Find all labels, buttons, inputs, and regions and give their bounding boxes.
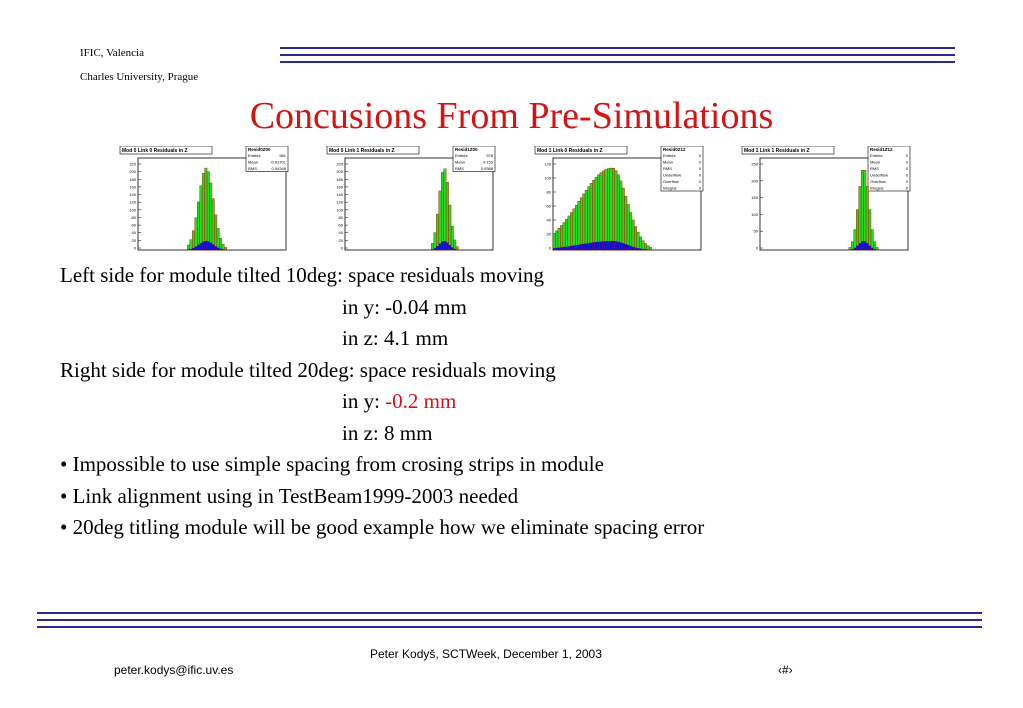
histogram-bar	[568, 216, 570, 250]
stats-value: 0	[698, 172, 701, 178]
stats-value: 4.153	[482, 159, 493, 165]
stats-label: Underflow	[663, 172, 682, 178]
top-rule-2	[280, 54, 955, 56]
histogram-bar	[610, 168, 612, 250]
histogram-bar-secondary	[639, 249, 641, 250]
stats-value: 0	[905, 179, 908, 184]
stats-title: Resid0Z12	[663, 147, 686, 152]
histogram-bar	[192, 231, 194, 250]
slide-title: Concusions From Pre-Simulations	[249, 95, 774, 137]
body-line-right-side: Right side for module tilted 20deg: space residuals moving	[60, 357, 556, 382]
body-line-left-side: Left side for module tilted 10deg: space residuals moving	[60, 263, 545, 287]
histogram-bar	[560, 225, 562, 250]
histogram-bar	[620, 181, 622, 250]
histogram-bar	[578, 201, 580, 250]
histogram-bar	[446, 182, 448, 250]
plot-title: Mod 0 Link 0 Residuals in Z	[122, 148, 188, 154]
stats-label: RMS	[455, 166, 464, 171]
stats-label: Overflow	[870, 179, 886, 184]
histogram-bar-secondary	[622, 243, 624, 250]
histogram-bar-secondary	[869, 246, 871, 250]
y-tick-label: 40	[338, 230, 343, 236]
histogram-bar	[565, 219, 567, 250]
histogram-bar	[202, 173, 204, 250]
histogram-bar	[214, 215, 216, 250]
stats-value: -0.02201	[270, 159, 286, 165]
body-line-left-z: in z: 4.1 mm	[342, 326, 449, 350]
histogram-bar-secondary	[214, 246, 216, 250]
footer-page-number: ‹#›	[778, 663, 793, 677]
histogram-bar-secondary	[871, 248, 873, 250]
histogram-bar-secondary	[553, 248, 555, 250]
histogram-bar-secondary	[605, 241, 607, 250]
histogram-bar	[605, 169, 607, 250]
y-tick-label: 120	[129, 199, 136, 205]
histogram-bar	[449, 205, 451, 250]
stats-value: 0	[698, 159, 701, 165]
histogram-bar	[647, 246, 649, 250]
histogram-bar	[642, 241, 644, 250]
histogram-bar	[627, 204, 629, 250]
histogram-bar	[849, 247, 851, 250]
histogram-bar	[205, 168, 207, 250]
histogram-plot-2	[325, 146, 497, 256]
histogram-bar-secondary	[431, 249, 433, 250]
histogram-bar	[595, 177, 597, 250]
stats-value: 0	[905, 153, 908, 158]
footer-author: Peter Kodyš, SCTWeek, December 1, 2003	[370, 647, 602, 661]
y-tick-label: 160	[129, 184, 136, 190]
histogram-bar	[210, 183, 212, 250]
histogram-bar	[625, 196, 627, 250]
stats-value: 0.04348	[271, 166, 286, 171]
stats-label: Overflow	[663, 179, 679, 184]
histogram-bar-secondary	[555, 248, 557, 250]
histogram-bar-secondary	[202, 242, 204, 250]
histogram-bar	[639, 237, 641, 250]
plot-title: Mod 0 Link 1 Residuals in Z	[329, 148, 395, 154]
y-tick-label: 0	[755, 245, 758, 251]
y-tick-label: 120	[336, 199, 343, 205]
histogram-bar	[871, 230, 873, 250]
histogram-bar	[851, 242, 853, 250]
histogram-bar	[217, 228, 219, 250]
histogram-bar	[431, 243, 433, 250]
histogram-bar	[195, 218, 197, 250]
stats-label: Entries	[455, 153, 468, 158]
histogram-bar	[597, 175, 599, 250]
histogram-bar-secondary	[190, 249, 192, 250]
stats-label: RMS	[663, 166, 672, 171]
histogram-bar	[207, 172, 209, 250]
histogram-bar	[588, 187, 590, 250]
histogram-bar-secondary	[590, 243, 592, 250]
stats-title: Resid0Z00	[248, 147, 271, 152]
histogram-bar-secondary	[195, 246, 197, 250]
histogram-bar-secondary	[620, 242, 622, 250]
bottom-rule-3	[37, 626, 982, 628]
plot-title: Mod 1 Link 1 Residuals in Z	[744, 148, 810, 154]
histogram-bar-secondary	[583, 244, 585, 250]
header-institution-2: Charles University, Prague	[80, 71, 199, 83]
histogram-bar-secondary	[446, 243, 448, 250]
y-tick-label: 220	[129, 161, 136, 167]
histogram-bar-secondary	[632, 247, 634, 250]
stats-value: 0.9388	[480, 166, 493, 171]
histogram-bar	[456, 247, 458, 250]
y-tick-label: 100	[129, 207, 136, 213]
y-tick-label: 160	[336, 184, 343, 190]
histogram-bar	[607, 169, 609, 250]
histogram-bar-secondary	[578, 245, 580, 250]
histogram-plot-3	[533, 146, 705, 256]
stats-value: 981	[279, 153, 286, 158]
y-tick-label: 20	[546, 231, 551, 237]
histogram-bar	[600, 173, 602, 250]
histogram-bar	[854, 230, 856, 250]
header-institution-1: IFIC, Valencia	[80, 47, 144, 59]
histogram-bar-secondary	[439, 244, 441, 250]
histogram-bar-secondary	[210, 243, 212, 250]
histogram-bar-secondary	[212, 244, 214, 250]
stats-value: 0	[698, 166, 701, 171]
histogram-bar-secondary	[585, 243, 587, 250]
histogram-bar	[444, 169, 446, 250]
histogram-bar	[859, 186, 861, 250]
bottom-rule-2	[37, 619, 982, 621]
histogram-bar	[649, 247, 651, 250]
histogram-bar	[555, 231, 557, 250]
histogram-bar	[644, 243, 646, 250]
histogram-bar	[585, 190, 587, 250]
histogram-bar-secondary	[187, 249, 189, 250]
histogram-bar	[573, 209, 575, 250]
histogram-bar	[451, 226, 453, 250]
histogram-bar-secondary	[592, 242, 594, 250]
stats-label: Entries	[870, 153, 883, 158]
histogram-bar	[876, 247, 878, 250]
plot-title: Mod 1 Link 0 Residuals in Z	[537, 148, 603, 154]
stats-label: RMS	[870, 166, 879, 171]
y-tick-label: 100	[751, 211, 758, 217]
histogram-bar-secondary	[434, 248, 436, 250]
body-line-right-y	[60, 386, 980, 418]
stats-title: Resid1Z12	[870, 147, 893, 152]
histogram-bar-secondary	[629, 246, 631, 250]
histogram-bar	[224, 247, 226, 250]
right-y-label: in y:	[342, 389, 386, 413]
stats-label: Entries	[248, 153, 261, 158]
y-tick-label: 60	[546, 203, 551, 209]
histogram-bar-secondary	[563, 247, 565, 250]
histogram-bar-secondary	[558, 248, 560, 250]
plot-frame	[345, 158, 493, 250]
histogram-bar-secondary	[570, 246, 572, 250]
stats-label: Integral	[663, 185, 677, 191]
histogram-bar	[563, 222, 565, 250]
stats-label: Entries	[663, 153, 676, 158]
histogram-bar	[869, 210, 871, 250]
histogram-bar	[602, 171, 604, 250]
stats-label: Integral	[870, 185, 884, 191]
histogram-bar	[436, 214, 438, 250]
histogram-bar	[441, 172, 443, 250]
top-rule-3	[280, 61, 955, 63]
bullet-1: • Impossible to use simple spacing from crosing strips in module	[60, 452, 604, 476]
histogram-bar	[190, 240, 192, 250]
histogram-bar-secondary	[454, 249, 456, 250]
histogram-bar-secondary	[560, 247, 562, 250]
histogram-bar	[222, 244, 224, 250]
stats-value: 0	[698, 179, 701, 184]
histogram-bar-secondary	[217, 248, 219, 250]
histogram-bar	[212, 199, 214, 250]
histogram-bar-secondary	[612, 241, 614, 250]
histogram-bar	[570, 212, 572, 250]
histogram-bar-secondary	[607, 241, 609, 250]
histogram-bar	[612, 168, 614, 250]
y-tick-label: 40	[131, 230, 136, 236]
y-tick-label: 180	[336, 176, 343, 182]
histogram-bar	[592, 180, 594, 250]
stats-label: Mean	[663, 159, 674, 165]
histogram-bar-secondary	[441, 241, 443, 250]
y-tick-label: 40	[546, 217, 551, 223]
footer-email: peter.kodys@ific.uv.es	[114, 663, 234, 677]
histogram-bar-secondary	[205, 241, 207, 250]
histogram-bar-secondary	[200, 243, 202, 250]
stats-value: 0	[698, 153, 701, 158]
histogram-bar	[634, 227, 636, 250]
histogram-bar-secondary	[575, 245, 577, 250]
bullet-3: • 20deg titling module will be good example how we eliminate spacing error	[60, 515, 705, 539]
y-tick-label: 50	[753, 228, 758, 234]
y-tick-label: 220	[336, 161, 343, 167]
stats-label: Mean	[455, 159, 466, 165]
histogram-bar	[866, 186, 868, 250]
y-tick-label: 250	[751, 161, 758, 167]
body-line-right-z: in z: 8 mm	[342, 420, 433, 445]
histogram-bar	[553, 233, 555, 250]
histogram-bar	[617, 175, 619, 250]
histogram-bar	[873, 242, 875, 250]
histogram-bar-secondary	[854, 248, 856, 250]
histogram-bar	[590, 183, 592, 250]
y-tick-label: 80	[546, 189, 551, 195]
histogram-bar-secondary	[627, 245, 629, 250]
histogram-bar	[864, 170, 866, 250]
histogram-bar	[632, 220, 634, 250]
y-tick-label: 20	[131, 237, 136, 243]
stats-label: Mean	[870, 159, 881, 165]
histogram-plot-1	[118, 146, 290, 256]
histogram-bar-secondary	[568, 246, 570, 250]
histogram-bar	[439, 191, 441, 250]
histogram-bar	[187, 245, 189, 250]
right-y-value: -0.2 mm	[385, 389, 457, 413]
histogram-bar	[219, 238, 221, 250]
slide-body	[60, 260, 980, 544]
stats-value: 978	[486, 153, 493, 158]
bottom-rule-1	[37, 612, 982, 614]
histogram-bar	[622, 188, 624, 250]
y-tick-label: 100	[544, 175, 551, 181]
stats-value: 0	[698, 185, 701, 191]
histogram-bar-secondary	[873, 249, 875, 250]
histogram-bar-secondary	[859, 243, 861, 250]
histogram-bar	[575, 205, 577, 250]
histogram-bar-secondary	[588, 243, 590, 250]
stats-value: 0	[905, 166, 908, 171]
histogram-bar-secondary	[864, 241, 866, 250]
y-tick-label: 140	[336, 192, 343, 198]
y-tick-label: 0	[548, 245, 551, 251]
histogram-bar-secondary	[642, 249, 644, 250]
y-tick-label: 60	[338, 222, 343, 228]
y-tick-label: 80	[338, 214, 343, 220]
y-tick-label: 80	[131, 214, 136, 220]
stats-value: 0	[905, 159, 908, 165]
histogram-bar-secondary	[197, 245, 199, 250]
stats-label: Mean	[248, 159, 259, 165]
histogram-bar-secondary	[451, 247, 453, 250]
histogram-bar-secondary	[444, 241, 446, 250]
histogram-bar-secondary	[866, 243, 868, 250]
histogram-bar	[637, 232, 639, 250]
stats-label: RMS	[248, 166, 257, 171]
y-tick-label: 200	[751, 178, 758, 184]
histogram-bar	[583, 194, 585, 250]
histogram-bar-secondary	[597, 242, 599, 250]
stats-value: 0	[905, 185, 908, 191]
body-line-left-y: in y: -0.04 mm	[342, 294, 467, 319]
histogram-bar-secondary	[449, 245, 451, 250]
histogram-bar-secondary	[644, 249, 646, 250]
histogram-bar-secondary	[192, 248, 194, 250]
stats-label: Underflow	[870, 172, 889, 178]
histogram-bar-secondary	[634, 247, 636, 250]
histogram-bar	[861, 170, 863, 250]
histogram-bar-secondary	[600, 242, 602, 250]
histogram-bar-secondary	[595, 242, 597, 250]
histogram-bar-secondary	[851, 249, 853, 250]
histogram-bar-secondary	[856, 246, 858, 250]
histogram-bar	[434, 233, 436, 250]
histogram-bar	[558, 228, 560, 250]
histogram-bar	[629, 212, 631, 250]
stats-title: Resid1Z00	[455, 147, 478, 152]
y-tick-label: 100	[336, 207, 343, 213]
histogram-bar	[197, 202, 199, 250]
histogram-bar-secondary	[573, 245, 575, 250]
y-tick-label: 180	[129, 176, 136, 182]
y-tick-label: 0	[340, 245, 343, 251]
histogram-bar	[200, 186, 202, 250]
bullet-2: • Link alignment using in TestBeam1999-2003 needed	[60, 483, 519, 508]
histogram-bar	[454, 240, 456, 250]
y-tick-label: 150	[751, 195, 758, 201]
histogram-bar	[856, 210, 858, 250]
y-tick-label: 0	[133, 245, 136, 251]
histogram-bar-secondary	[219, 249, 221, 250]
histogram-bar-secondary	[637, 248, 639, 250]
y-tick-label: 20	[338, 237, 343, 243]
y-tick-label: 140	[129, 192, 136, 198]
y-tick-label: 60	[131, 222, 136, 228]
histogram-bar-secondary	[625, 244, 627, 250]
top-rule-1	[280, 47, 955, 49]
histogram-bar-secondary	[861, 241, 863, 250]
stats-value: 0	[905, 172, 908, 178]
histogram-bar	[580, 198, 582, 250]
histogram-bar-secondary	[580, 244, 582, 250]
histogram-bar-secondary	[207, 241, 209, 250]
histogram-bar	[615, 171, 617, 250]
histogram-bar-secondary	[610, 241, 612, 250]
histogram-bar-secondary	[602, 241, 604, 250]
histogram-plot-4	[740, 146, 912, 256]
y-tick-label: 200	[129, 169, 136, 175]
histogram-bar-secondary	[565, 247, 567, 250]
histogram-bar-secondary	[222, 249, 224, 250]
histogram-bar-secondary	[436, 246, 438, 250]
y-tick-label: 200	[336, 169, 343, 175]
y-tick-label: 120	[544, 161, 551, 167]
histogram-bar-secondary	[617, 242, 619, 250]
histogram-bar-secondary	[615, 241, 617, 250]
